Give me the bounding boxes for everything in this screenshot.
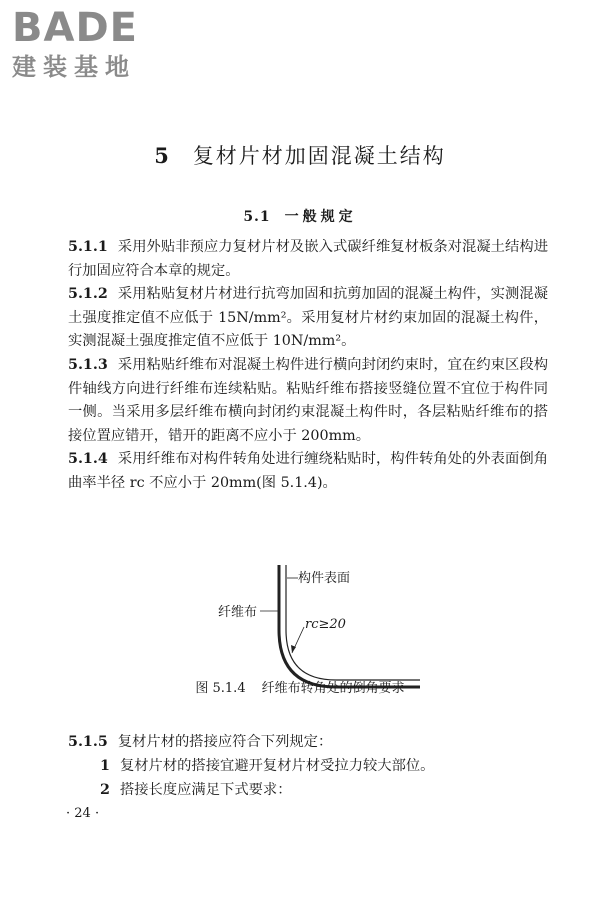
clause-number: 5.1.4: [68, 451, 108, 468]
clause-text: 采用纤维布对构件转角处进行缠绕粘贴时，构件转角处的外表面倒角曲率半径 rc 不应小于 20mm(图 5.1.4)。: [68, 451, 548, 491]
chapter-name: 复材片材加固混凝土结构: [192, 144, 446, 168]
fiber-label: 纤维布: [218, 605, 258, 620]
logo-subtitle: 建装基地: [12, 53, 136, 81]
caption-text: 纤维布转角处的倒角要求: [261, 681, 405, 696]
figure-caption: [0, 677, 600, 696]
chapter-title: [0, 140, 600, 170]
caption-number: 图 5.1.4: [195, 681, 246, 696]
clause-5-1-5-block: [68, 730, 548, 802]
clause-number: 5.1.5: [68, 734, 108, 750]
chapter-number: 5: [154, 143, 171, 168]
clause-text: 采用粘贴纤维布对混凝土构件进行横向封闭约束时，宜在约束区段构件轴线方向进行纤维布连续粘贴。粘贴纤维布搭接竖缝位置不宜位于构件同一侧。当采用多层纤维布横向封闭约束混凝土构件时，各层粘贴纤维布的搭接位置应错开，错开的距离不应小于 200mm。: [68, 356, 548, 444]
item-number: 1: [100, 758, 110, 774]
section-name: 一般规定: [284, 209, 357, 225]
radius-label: rc≥20: [305, 617, 346, 632]
clause-text: 采用外贴非预应力复材片材及嵌入式碳纤维复材板条对混凝土结构进行加固应符合本章的规定。: [68, 239, 548, 279]
clause-number: 5.1.1: [68, 239, 108, 255]
clause-5-1-4: [68, 448, 548, 495]
logo-brand: BADE: [12, 5, 138, 51]
list-item: [68, 754, 548, 778]
clause-number: 5.1.2: [68, 286, 108, 303]
clause-text: 复材片材的搭接应符合下列规定：: [117, 734, 333, 750]
surface-label: 构件表面: [298, 571, 351, 586]
list-item: [68, 778, 548, 802]
logo: [12, 6, 182, 82]
clause-number: 5.1.3: [68, 356, 108, 373]
section-title: [0, 206, 600, 226]
page-number: · 24 ·: [66, 806, 100, 821]
item-text: 搭接长度应满足下式要求：: [119, 782, 292, 798]
clause-5-1-5: [68, 730, 548, 754]
clause-5-1-1: [68, 236, 548, 283]
item-number: 2: [100, 782, 110, 798]
clauses-block: [68, 236, 548, 496]
section-number: 5.1: [243, 209, 271, 225]
clause-5-1-3: [68, 354, 548, 448]
item-text: 复材片材的搭接宜避开复材片材受拉力较大部位。: [119, 758, 435, 774]
clause-5-1-2: [68, 283, 548, 354]
clause-text: 采用粘贴复材片材进行抗弯加固和抗剪加固的混凝土构件，实测混凝土强度推定值不应低于 15N/mm²。采用复材片材约束加固的混凝土构件，实测混凝土强度推定值不应低于 10N/mm²。: [68, 286, 548, 350]
